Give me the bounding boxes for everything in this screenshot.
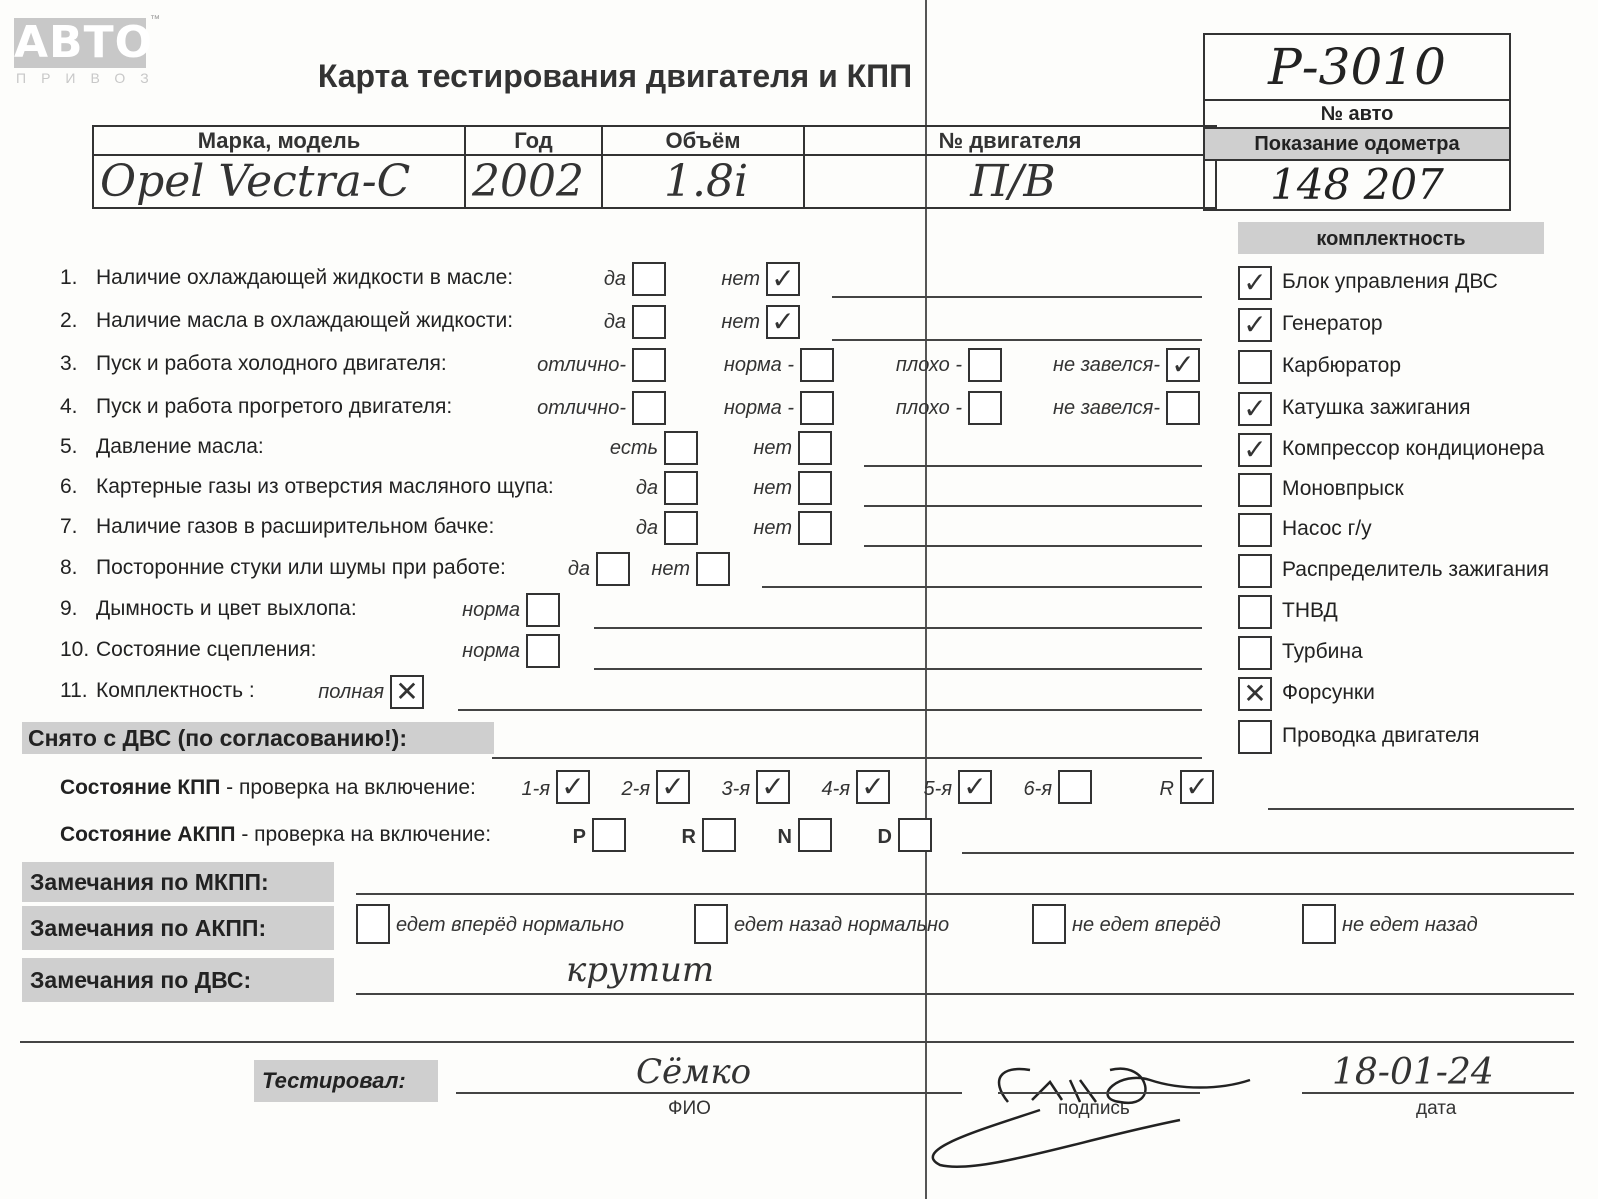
option-label: нет [651,558,690,580]
date-line [1302,1092,1574,1094]
komplekt-checkbox[interactable] [1238,350,1272,384]
question-number: 4. [60,395,78,418]
question-text: Посторонние стуки или шумы при работе: [96,556,506,579]
gear-label: R [1159,778,1174,800]
gear-checkbox[interactable]: ✓ [958,770,992,804]
komplekt-checkbox[interactable] [1238,720,1272,754]
akpp-gear-label: N [777,826,792,848]
komplekt-checkbox[interactable] [1238,513,1272,547]
option-label: нет [753,477,792,499]
remarks-mkpp-line [356,893,1574,895]
gear-checkbox[interactable] [1058,770,1092,804]
akpp-gear-label: R [681,826,696,848]
option-label: не завелся- [1053,397,1160,419]
option-label: норма - [723,397,794,419]
option-checkbox[interactable] [798,511,832,545]
akpp-line [962,852,1574,854]
komplekt-item-label: Катушка зажигания [1282,396,1471,419]
akpp-gear-checkbox[interactable] [702,818,736,852]
komplekt-header: комплектность [1238,222,1544,254]
remarks-dvs-value: крутит [566,950,715,990]
gear-checkbox[interactable]: ✓ [756,770,790,804]
option-label: плохо - [895,397,962,419]
answer-line [458,709,1202,711]
option-label: да [635,477,658,499]
option-checkbox[interactable]: ✓ [766,262,800,296]
auto-number-label: № авто [1320,103,1394,125]
gear-checkbox[interactable]: ✓ [1180,770,1214,804]
question-text: Состояние сцепления: [96,638,317,661]
gear-label: 2-я [621,778,650,800]
question-number: 3. [60,352,78,375]
akpp-gear-checkbox[interactable] [592,818,626,852]
fio-line [456,1092,962,1094]
komplekt-item-label: Распределитель зажигания [1282,558,1550,581]
komplekt-item-label: Турбина [1282,640,1363,663]
option-checkbox[interactable] [798,471,832,505]
option-label: да [603,311,626,333]
page-title: Карта тестирования двигателя и КПП [317,58,913,94]
question-number: 5. [60,435,78,458]
akpp-remark-label: не едет назад [1342,914,1478,936]
option-checkbox[interactable] [526,593,560,627]
komplekt-checkbox[interactable] [1238,554,1272,588]
question-number: 7. [60,515,78,538]
akpp-remark-checkbox[interactable] [694,904,728,944]
option-label: норма [462,640,520,662]
odometer-value: 148 207 [1270,160,1444,209]
option-label: отлично- [537,354,626,376]
signature-line [998,1092,1200,1094]
question-text: Давление масла: [96,435,264,458]
komplekt-item-label: Моновпрыск [1282,477,1404,500]
kpp-label: Состояние КПП - проверка на включение: [60,776,476,799]
akpp-gear-checkbox[interactable] [898,818,932,852]
question-number: 11. [60,679,88,702]
gear-checkbox[interactable]: ✓ [856,770,890,804]
akpp-remark-checkbox[interactable] [356,904,390,944]
gear-label: 1-я [521,778,550,800]
odometer-label: Показание одометра [1205,127,1509,161]
komplekt-checkbox[interactable]: ✓ [1238,266,1272,300]
option-label: плохо - [895,354,962,376]
question-text: Дымность и цвет выхлопа: [96,597,357,620]
komplekt-item-label: Генератор [1282,312,1383,335]
header-model: Марка, модель [93,126,465,155]
gear-checkbox[interactable]: ✓ [656,770,690,804]
option-label: да [567,558,590,580]
option-label: не завелся- [1053,354,1160,376]
question-number: 10. [60,638,90,661]
gear-checkbox[interactable]: ✓ [556,770,590,804]
fio-label: ФИО [668,1098,711,1119]
remarks-akpp-label: Замечания по АКПП: [22,906,334,950]
question-number: 2. [60,309,78,332]
remarks-dvs-label: Замечания по ДВС: [22,958,334,1002]
remarks-dvs-line [356,993,1574,995]
komplekt-checkbox[interactable] [1238,636,1272,670]
komplekt-item-label: Насос г/у [1282,517,1372,540]
value-year: 2002 [465,155,602,208]
answer-line [832,296,1202,298]
option-checkbox[interactable]: ✓ [766,305,800,339]
option-label: нет [721,311,760,333]
value-engine-number: П/В [804,155,1216,208]
option-label: норма - [723,354,794,376]
answer-line [594,627,1202,629]
question-text: Наличие масла в охлаждающей жидкости: [96,309,514,332]
question-text: Наличие газов в расширительном бачке: [96,515,495,538]
akpp-gear-checkbox[interactable] [798,818,832,852]
option-checkbox[interactable]: ✕ [390,675,424,709]
logo-trademark: ™ [150,14,160,25]
logo: АВТО [14,17,154,68]
option-label: да [635,517,658,539]
option-label: нет [721,268,760,290]
option-checkbox[interactable] [526,634,560,668]
akpp-remark-label: едет вперёд нормально [396,914,625,936]
option-label: нет [753,517,792,539]
komplekt-checkbox[interactable] [1238,473,1272,507]
value-model: Opel Vectra-C [93,155,465,208]
tested-label: Тестировал: [254,1060,438,1102]
komplekt-item-label: Проводка двигателя [1282,724,1480,747]
question-text: Наличие охлаждающей жидкости в масле: [96,266,514,289]
akpp-gear-label: P [572,826,586,848]
option-label: полная [318,681,384,703]
separator-line [20,1041,1574,1043]
komplekt-item-label: Блок управления ДВС [1282,270,1498,293]
gear-label: 4-я [821,778,850,800]
gear-label: 5-я [923,778,952,800]
answer-line [832,339,1202,341]
removed-label: Снято с ДВС (по согласованию!): [22,722,494,754]
answer-line [864,465,1202,467]
answer-line [762,586,1202,588]
remarks-mkpp-label: Замечания по МКПП: [22,862,334,902]
option-label: отлично- [537,397,626,419]
akpp-label: Состояние АКПП - проверка на включение: [60,823,492,846]
option-label: норма [462,599,520,621]
option-label: да [603,268,626,290]
akpp-gear-label: D [877,826,892,848]
question-text: Пуск и работа прогретого двигателя: [96,395,453,418]
question-text: Комплектность : [96,679,255,702]
komplekt-checkbox[interactable]: ✓ [1238,392,1272,426]
akpp-remark-label: едет назад нормально [734,914,950,936]
option-checkbox[interactable]: ✓ [1166,348,1200,382]
komplekt-item-label: Форсунки [1282,681,1375,704]
gear-label: 6-я [1023,778,1052,800]
header-engine-number: № двигателя [804,126,1216,155]
gear-label: 3-я [721,778,750,800]
komplekt-checkbox[interactable] [1238,595,1272,629]
removed-line [492,757,1202,759]
option-checkbox[interactable] [1166,391,1200,425]
akpp-remark-checkbox[interactable] [1302,904,1336,944]
komplekt-checkbox[interactable]: ✕ [1238,677,1272,711]
question-number: 1. [60,266,78,289]
date-value: 18-01-24 [1332,1052,1494,1093]
komplekt-checkbox[interactable]: ✓ [1238,308,1272,342]
question-text: Картерные газы из отверстия масляного щупа: [96,475,554,498]
question-number: 9. [60,597,78,620]
tester-name: Сёмко [636,1052,752,1092]
answer-line [594,668,1202,670]
question-text: Пуск и работа холодного двигателя: [96,352,447,375]
option-checkbox[interactable] [798,431,832,465]
signature-label: подпись [1058,1098,1130,1119]
option-label: нет [753,437,792,459]
value-volume: 1.8i [602,155,804,208]
date-label: дата [1416,1098,1457,1119]
header-volume: Объём [602,126,804,155]
komplekt-item-label: Карбюратор [1282,354,1402,377]
logo-subtitle: ПРИВОЗ [16,70,164,86]
answer-line [864,505,1202,507]
kpp-line [1268,808,1574,810]
option-checkbox[interactable] [696,552,730,586]
question-number: 8. [60,556,78,579]
option-label: есть [609,437,658,459]
vehicle-table [92,125,1217,209]
question-number: 6. [60,475,78,498]
auto-number: Р-3010 [1205,35,1509,101]
akpp-remark-label: не едет вперёд [1072,914,1221,936]
header-year: Год [465,126,602,155]
answer-line [864,545,1202,547]
komplekt-checkbox[interactable]: ✓ [1238,433,1272,467]
komplekt-item-label: Компрессор кондиционера [1282,437,1545,460]
auto-box [1203,33,1511,211]
akpp-remark-checkbox[interactable] [1032,904,1066,944]
komplekt-item-label: ТНВД [1282,599,1338,622]
